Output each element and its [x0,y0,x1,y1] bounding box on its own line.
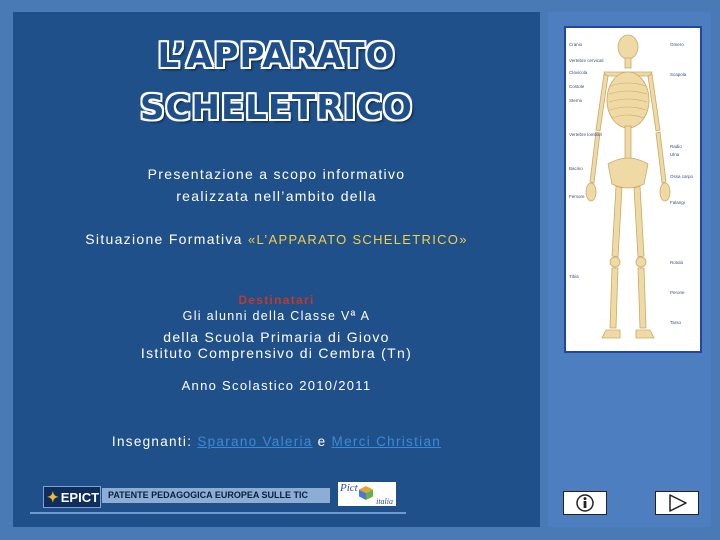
title-line-2: SCHELETRICO [140,88,413,128]
skeleton-label-left: Cranio [569,42,583,47]
play-triangle-icon [656,492,698,514]
subtitle-line-2: realizzata nell’ambito della [176,188,377,204]
skeleton-label-right: Falangi [670,200,685,205]
epict-logo-text: EPICT [60,490,100,505]
skeleton-label-right: Rotula [670,260,684,265]
skeleton-label-right: Tarso [670,320,682,325]
skeleton-label-right: Scapola [670,72,687,77]
skeleton-label-right: Ulna [670,152,680,157]
situazione-highlight: «L’APPARATO SCHELETRICO» [247,232,468,247]
anno-scolastico: Anno Scolastico 2010/2011 [181,378,372,393]
main-panel [13,12,540,527]
pict-logo-word: Pict [340,482,358,494]
skeleton-label-left: Bacino [569,166,583,171]
skeleton-label-left: Tibia [569,274,579,279]
skeleton-label-left: Sterno [569,98,583,103]
skeleton-label-left: Clavicola [569,70,588,75]
skeleton-label-right: Ossa carpo [670,174,694,179]
insegnanti [13,434,540,449]
skeleton-label-left: Costole [569,84,585,89]
subtitle [13,163,540,207]
patente-label: PATENTE PEDAGOGICA EUROPEA SULLE TIC [102,488,330,503]
destinatari-line-1: Gli alunni della Classe Vª A [182,309,371,323]
situazione-prefix: Situazione Formativa [85,231,248,247]
next-slide-button[interactable] [655,491,699,515]
footer-divider [30,512,406,514]
skeleton-label-left: Vertebre lombari [569,132,603,137]
subtitle-line-1: Presentazione a scopo informativo [147,166,406,182]
pict-italia-logo [338,482,396,506]
skeleton-label-right: Perone [670,290,685,295]
skeleton-image [564,26,702,353]
skeleton-illustration [566,28,700,351]
pict-logo-sub: italia [376,497,393,506]
skeleton-label-right: Radio [670,144,682,149]
skeleton-label-left: Femore [569,194,585,199]
insegnanti-separator: e [312,434,332,449]
skeleton-label-right: Omero [670,42,684,47]
skeleton-label-left: Vertebre cervicali [569,58,604,63]
teacher-link-2[interactable]: Merci Christian [331,434,442,449]
destinatari-line-2: della Scuola Primaria di Giovo [163,329,390,345]
destinatari-label: Destinatari [238,293,315,307]
insegnanti-label: Insegnanti: [111,434,198,449]
epict-logo [43,486,101,508]
info-button[interactable] [563,491,607,515]
title-line-1: L’APPARATO [157,36,396,76]
epict-mark-icon: ✦ [47,489,59,505]
info-icon [564,492,606,514]
destinatari-line-3: Istituto Comprensivo di Cembra (Tn) [140,345,413,361]
cube-logo-icon [358,485,374,501]
teacher-link-1[interactable]: Sparano Valeria [197,434,313,449]
situazione-formativa [13,231,540,247]
